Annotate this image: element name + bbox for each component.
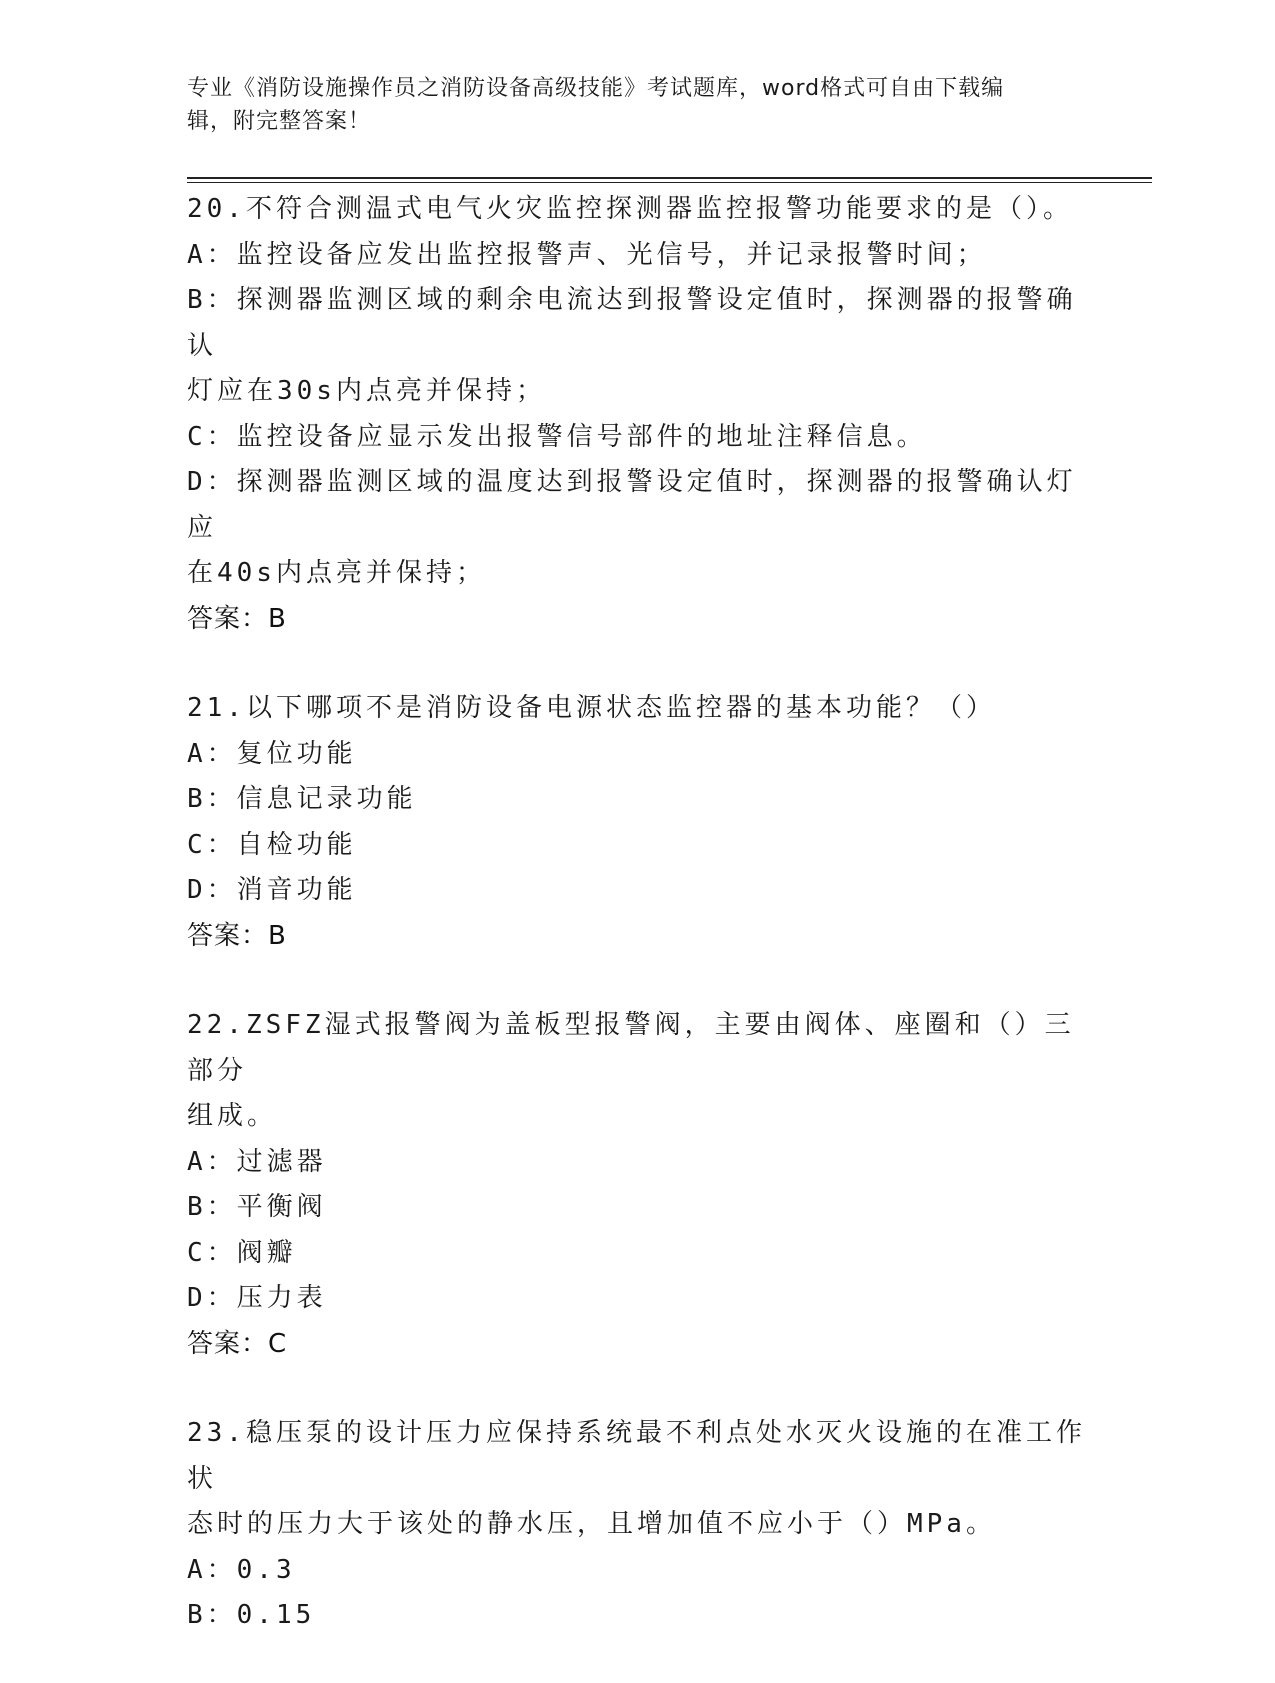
answer-option: A：监控设备应发出监控报警声、光信号，并记录报警时间； xyxy=(187,239,987,270)
answer-option: C：阀瓣 xyxy=(187,1237,297,1268)
correct-answer: 答案：B xyxy=(187,603,287,634)
question-block xyxy=(187,1003,1087,1367)
answer-option: B：信息记录功能 xyxy=(187,784,417,814)
correct-answer: 答案：C xyxy=(187,1328,288,1359)
header-rule-thick xyxy=(187,177,1152,179)
answer-option: A：过滤器 xyxy=(187,1146,327,1177)
answer-option: D：压力表 xyxy=(187,1283,327,1313)
answer-option: A：复位功能 xyxy=(187,738,357,769)
question-stem: 组成。 xyxy=(187,1101,278,1131)
answer-option: C：监控设备应显示发出报警信号部件的地址注释信息。 xyxy=(187,421,927,452)
header-line-2: 辑，附完整答案！ xyxy=(187,109,372,134)
answer-option: C：自检功能 xyxy=(187,829,357,860)
header-line-1: 专业《消防设施操作员之消防设备高级技能》考试题库，word格式可自由下载编 xyxy=(187,76,1005,101)
answer-option: B：平衡阀 xyxy=(187,1192,327,1222)
header-rule-thin xyxy=(187,182,1152,183)
correct-answer: 答案：B xyxy=(187,920,287,951)
answer-option: 灯应在30s内点亮并保持； xyxy=(187,376,546,406)
question-stem: 22.ZSFZ湿式报警阀为盖板型报警阀，主要由阀体、座圈和（）三部分 xyxy=(187,1010,1075,1086)
question-block xyxy=(187,686,1087,959)
answer-option: D：探测器监测区域的温度达到报警设定值时，探测器的报警确认灯应 xyxy=(187,467,1077,543)
answer-option: B：探测器监测区域的剩余电流达到报警设定值时，探测器的报警确认 xyxy=(187,285,1077,361)
question-stem: 20.不符合测温式电气火灾监控探测器监控报警功能要求的是（）。 xyxy=(187,194,1073,224)
answer-option: 在40s内点亮并保持； xyxy=(187,558,486,588)
answer-option: D：消音功能 xyxy=(187,875,357,905)
answer-option: A：0.3 xyxy=(187,1554,296,1585)
question-stem: 态时的压力大于该处的静水压，且增加值不应小于（）MPa。 xyxy=(187,1509,996,1539)
question-stem: 21.以下哪项不是消防设备电源状态监控器的基本功能？（） xyxy=(187,693,996,723)
answer-option: B：0.15 xyxy=(187,1600,316,1630)
question-block xyxy=(187,187,1087,642)
question-list xyxy=(187,187,1087,1683)
question-stem: 23.稳压泵的设计压力应保持系统最不利点处水灭火设施的在准工作状 xyxy=(187,1418,1086,1494)
question-block xyxy=(187,1411,1087,1639)
document-header xyxy=(187,72,1077,138)
